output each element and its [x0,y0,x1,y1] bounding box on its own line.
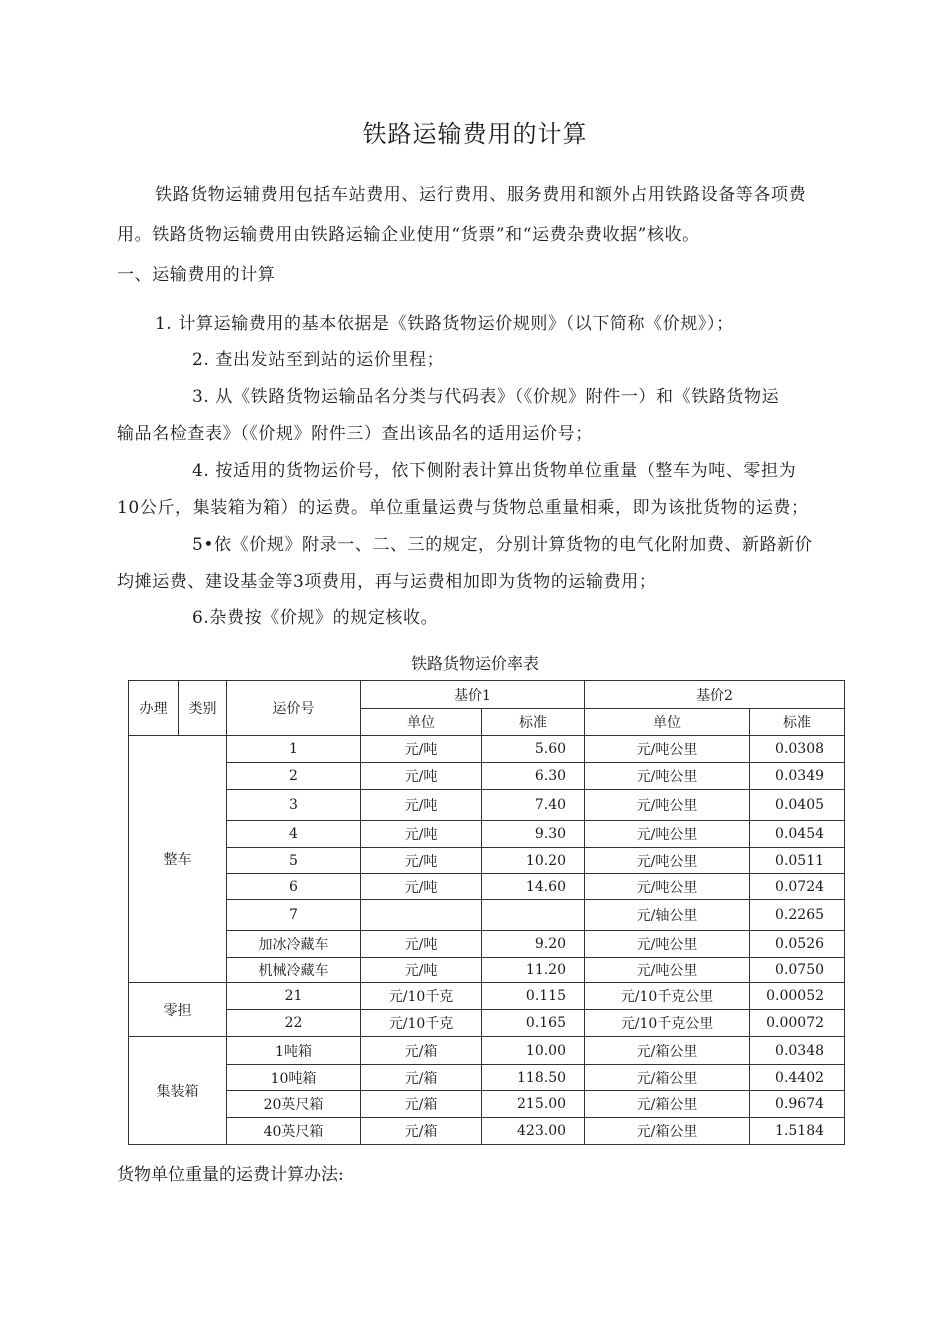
step-3-line-2: 输品名检查表》（《价规》附件三）查出该品名的适用运价号； [117,424,593,444]
standard-1-cell: 9.30 [482,821,585,848]
rate-no-cell: 10吨箱 [227,1065,361,1091]
header-rate-no: 运价号 [227,681,361,736]
unit-2-cell: 元/箱公里 [585,1091,750,1118]
rate-no-cell: 加冰冷藏车 [227,931,361,958]
rate-no-cell: 22 [227,1010,361,1037]
standard-2-cell: 0.0308 [750,736,845,763]
unit-2-cell: 元/吨公里 [585,763,750,790]
table-row [129,1091,845,1118]
step-5-line-2: 均摊运费、建设基金等3项费用，再与运费相加即为货物的运输费用； [117,572,657,592]
unit-1-cell: 元/吨 [361,763,482,790]
unit-1-cell: 元/箱 [361,1118,482,1145]
rate-no-cell: 1 [227,736,361,763]
step-6: 6.杂费按《价规》的规定核收。 [192,608,439,628]
unit-2-cell: 元/吨公里 [585,790,750,821]
unit-2-cell: 元/箱公里 [585,1118,750,1145]
header-unit-1: 单位 [361,709,482,736]
step-5-line-1: 5•依《价规》附录一、二、三的规定，分别计算货物的电气化附加费、新路新价 [192,535,813,555]
standard-1-cell: 10.20 [482,848,585,874]
intro-line-1: 铁路货物运辅费用包括车站费用、运行费用、服务费用和额外占用铁路设备等各项费 [155,185,807,205]
table-row [129,821,845,848]
standard-1-cell: 5.60 [482,736,585,763]
intro-line-2: 用。铁路货物运输费用由铁路运输企业使用“货票”和“运费杂费收据”核收。 [117,225,700,245]
standard-2-cell: 0.0750 [750,958,845,983]
standard-1-cell: 14.60 [482,874,585,900]
page-title: 铁路运输费用的计算 [362,120,588,148]
rate-no-cell: 机械冷藏车 [227,958,361,983]
standard-1-cell: 10.00 [482,1037,585,1065]
standard-1-cell: 215.00 [482,1091,585,1118]
rate-no-cell: 7 [227,900,361,931]
unit-1-cell: 元/10千克 [361,983,482,1010]
rate-no-cell: 3 [227,790,361,821]
table-row [129,983,845,1010]
unit-1-cell: 元/吨 [361,931,482,958]
table-row [129,1118,845,1145]
group-cell: 整车 [129,736,227,983]
standard-1-cell: 0.115 [482,983,585,1010]
table-header-row [129,681,845,709]
header-standard-2: 标准 [750,709,845,736]
header-category: 类别 [179,681,227,736]
unit-2-cell: 元/轴公里 [585,900,750,931]
rate-no-cell: 21 [227,983,361,1010]
table-row [129,790,845,821]
standard-2-cell: 0.4402 [750,1065,845,1091]
standard-2-cell: 0.0349 [750,763,845,790]
table-row [129,874,845,900]
section-heading: 一、运输费用的计算 [117,265,276,285]
rate-no-cell: 1吨箱 [227,1037,361,1065]
unit-1-cell: 元/10千克 [361,1010,482,1037]
standard-2-cell: 0.0526 [750,931,845,958]
footer-text: 货物单位重量的运费计算办法: [117,1165,344,1185]
standard-2-cell: 1.5184 [750,1118,845,1145]
table-row [129,1065,845,1091]
standard-1-cell: 118.50 [482,1065,585,1091]
table-row [129,931,845,958]
standard-2-cell: 0.0724 [750,874,845,900]
unit-1-cell: 元/吨 [361,848,482,874]
table-row [129,848,845,874]
unit-1-cell: 元/箱 [361,1065,482,1091]
unit-1-cell [361,900,482,931]
unit-1-cell: 元/箱 [361,1037,482,1065]
header-standard-1: 标准 [482,709,585,736]
unit-2-cell: 元/吨公里 [585,821,750,848]
standard-2-cell: 0.00072 [750,1010,845,1037]
header-base-price-2: 基价2 [585,681,845,709]
rate-no-cell: 20英尺箱 [227,1091,361,1118]
standard-2-cell: 0.9674 [750,1091,845,1118]
rate-no-cell: 40英尺箱 [227,1118,361,1145]
rate-no-cell: 6 [227,874,361,900]
standard-1-cell: 9.20 [482,931,585,958]
table-row [129,736,845,763]
standard-1-cell: 0.165 [482,1010,585,1037]
rate-table [128,680,845,1145]
group-cell: 零担 [129,983,227,1037]
table-row [129,1010,845,1037]
step-4-line-2: 10公斤，集装箱为箱）的运费。单位重量运费与货物总重量相乘，即为该批货物的运费； [117,498,809,518]
step-2: 2. 查出发站至到站的运价里程； [192,350,445,370]
standard-1-cell: 7.40 [482,790,585,821]
unit-2-cell: 元/10千克公里 [585,1010,750,1037]
unit-1-cell: 元/吨 [361,736,482,763]
header-unit-2: 单位 [585,709,750,736]
standard-1-cell: 423.00 [482,1118,585,1145]
unit-2-cell: 元/吨公里 [585,931,750,958]
standard-2-cell: 0.0454 [750,821,845,848]
unit-1-cell: 元/吨 [361,958,482,983]
standard-2-cell: 0.0511 [750,848,845,874]
standard-2-cell: 0.2265 [750,900,845,931]
unit-2-cell: 元/10千克公里 [585,983,750,1010]
header-base-price-1: 基价1 [361,681,585,709]
step-4-line-1: 4. 按适用的货物运价号，依下侧附表计算出货物单位重量（整车为吨、零担为 [192,461,797,481]
unit-2-cell: 元/吨公里 [585,874,750,900]
rate-table-body [129,681,845,1145]
standard-1-cell: 11.20 [482,958,585,983]
step-1: 1. 计算运输费用的基本依据是《铁路货物运价规则》（以下简称《价规》）； [155,314,734,334]
standard-1-cell [482,900,585,931]
unit-1-cell: 元/吨 [361,790,482,821]
group-cell: 集装箱 [129,1037,227,1145]
standard-1-cell: 6.30 [482,763,585,790]
rate-no-cell: 4 [227,821,361,848]
header-handling: 办理 [129,681,179,736]
table-row [129,900,845,931]
unit-1-cell: 元/吨 [361,821,482,848]
rate-no-cell: 5 [227,848,361,874]
unit-2-cell: 元/吨公里 [585,848,750,874]
rate-no-cell: 2 [227,763,361,790]
standard-2-cell: 0.0348 [750,1037,845,1065]
unit-2-cell: 元/箱公里 [585,1065,750,1091]
unit-2-cell: 元/吨公里 [585,736,750,763]
table-row [129,958,845,983]
table-caption: 铁路货物运价率表 [410,654,539,673]
step-3-line-1: 3. 从《铁路货物运输品名分类与代码表》（《价规》附件一）和《铁路货物运 [192,387,780,407]
unit-1-cell: 元/箱 [361,1091,482,1118]
table-row [129,1037,845,1065]
table-row [129,763,845,790]
unit-2-cell: 元/箱公里 [585,1037,750,1065]
unit-2-cell: 元/吨公里 [585,958,750,983]
standard-2-cell: 0.00052 [750,983,845,1010]
standard-2-cell: 0.0405 [750,790,845,821]
unit-1-cell: 元/吨 [361,874,482,900]
